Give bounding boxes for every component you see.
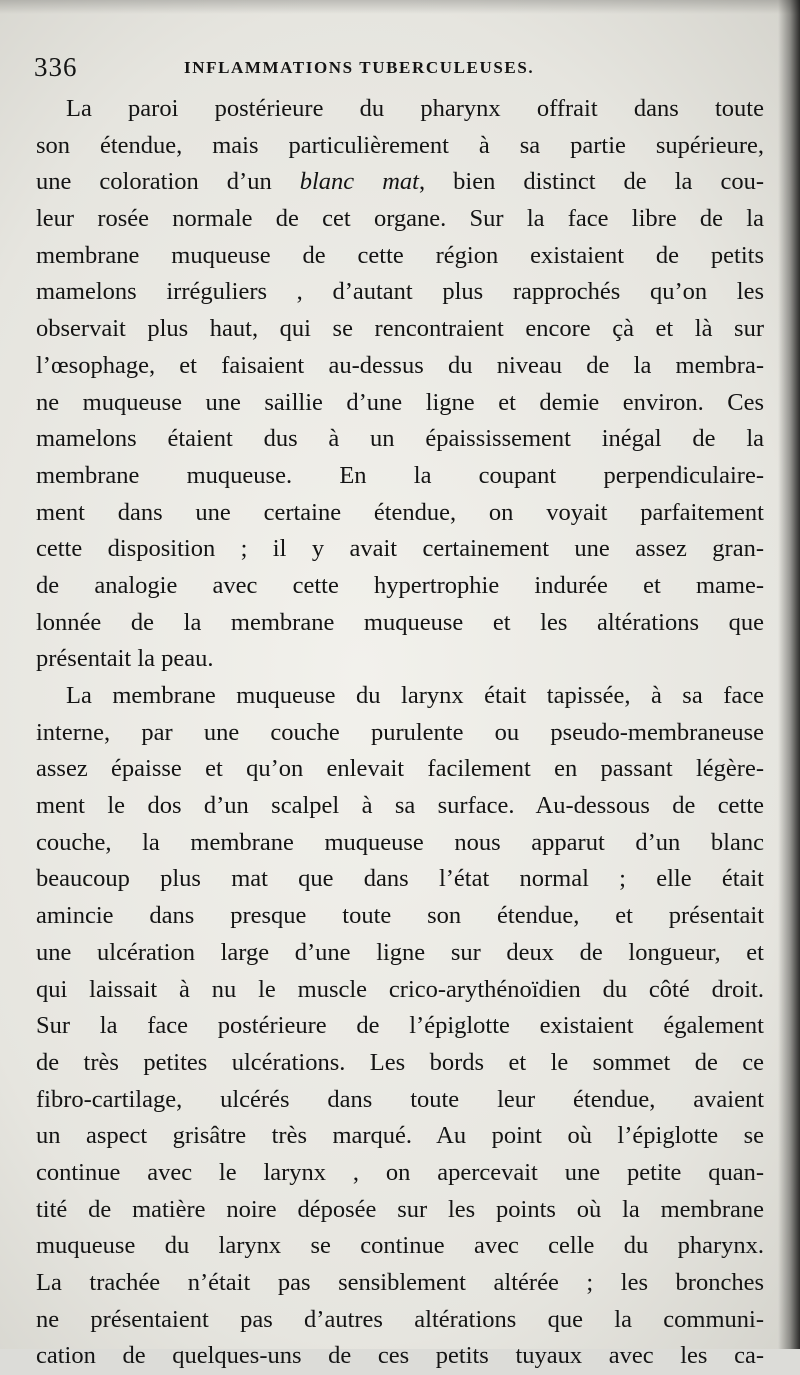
text-line: son étendue, mais particulièrement à sa partie supérieure, [36,131,764,159]
text-line: ment dans une certaine étendue, on voyait parfaitement [36,498,764,526]
text-line: un aspect grisâtre très marqué. Au point où l’épiglotte se [36,1122,764,1150]
text-line: Sur la face postérieure de l’épiglotte existaient également [36,1012,764,1040]
text-line: cette disposition ; il y avait certainement une assez gran- [36,535,764,563]
page-number: 336 [34,52,78,82]
text-line: l’œsophage, et faisaient au-dessus du niveau de la membra- [36,351,764,379]
page-header [34,52,754,82]
text-line: beaucoup plus mat que dans l’état normal ; elle était [36,865,764,893]
text-segment: , bien distinct de la cou- [418,168,764,196]
italic-term: blanc mat [299,168,419,196]
text-line: qui laissait à nu le muscle crico-arythénoïdien du côté droit. [36,975,764,1003]
text-line: interne, par une couche purulente ou pseudo-membraneuse [36,718,764,746]
text-line: assez épaisse et qu’on enlevait facilement en passant légère- [36,755,764,783]
text-line: La trachée n’était pas sensiblement altérée ; les bronches [36,1269,764,1296]
text-segment: une coloration d’un [36,168,300,196]
text-line: de analogie avec cette hypertrophie indurée et mame- [36,571,764,599]
page-top-shadow [0,0,800,14]
text-line: continue avec le larynx , on apercevait une petite quan- [36,1158,764,1186]
text-line: ment le dos d’un scalpel à sa surface. Au-dessous de cette [36,792,764,820]
text-line: ne présentaient pas d’autres altérations que la communi- [36,1305,764,1333]
text-line [36,164,764,201]
text-line: mamelons irréguliers , d’autant plus rapprochés qu’on les [36,278,764,306]
text-line: une ulcération large d’une ligne sur deux de longueur, et [36,938,764,966]
body-text [36,91,764,1375]
text-line: présentait la peau. [36,645,214,673]
text-line: mamelons étaient dus à un épaississement inégal de la [36,425,764,453]
text-line: membrane muqueuse. En la coupant perpendiculaire- [36,461,764,489]
text-line: leur rosée normale de cet organe. Sur la face libre de la [36,205,764,233]
text-line: La membrane muqueuse du larynx était tapissée, à sa face [66,682,764,709]
text-line: couche, la membrane muqueuse nous apparut d’un blanc [36,828,764,856]
text-line: de très petites ulcérations. Les bords et le sommet de ce [36,1048,764,1076]
text-line: muqueuse du larynx se continue avec celle du pharynx. [36,1232,764,1260]
text-line: cation de quelques-uns de ces petits tuyaux avec les ca- [36,1342,764,1370]
text-line: lonnée de la membrane muqueuse et les altérations que [36,608,764,636]
text-line: ne muqueuse une saillie d’une ligne et demie environ. Ces [36,388,764,416]
text-line: tité de matière noire déposée sur les points où la membrane [36,1195,764,1223]
text-line: fibro-cartilage, ulcérés dans toute leur étendue, avaient [36,1085,764,1113]
page-gutter-shadow [778,0,800,1349]
text-line: membrane muqueuse de cette région existaient de petits [36,241,764,269]
running-title: INFLAMMATIONS TUBERCULEUSES. [184,58,535,77]
text-line: observait plus haut, qui se rencontraient encore çà et là sur [36,315,764,343]
text-line: amincie dans presque toute son étendue, et présentait [36,902,764,930]
text-line: La paroi postérieure du pharynx offrait dans toute [66,95,764,122]
